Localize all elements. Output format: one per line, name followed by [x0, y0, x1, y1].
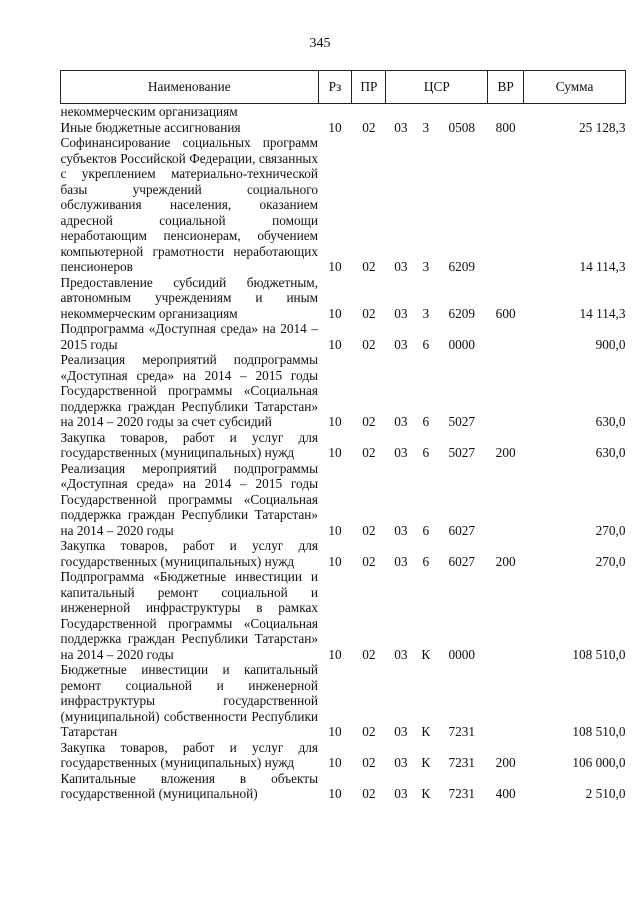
row-csr-program: 03 [394, 553, 408, 569]
row-vr [488, 662, 524, 740]
row-csr-program [386, 104, 416, 120]
row-name: Закупка товаров, работ и услуг для государственных (муниципальных) нужд [60, 739, 319, 770]
row-sum: 900,0 [595, 336, 626, 352]
row-csr-program: 03 [394, 724, 408, 739]
row-vr [488, 461, 524, 539]
row-vr: 600 [495, 305, 516, 321]
row-csr-program: 03 [394, 259, 408, 274]
row-rz: 10 [328, 646, 342, 662]
row-vr: 400 [495, 786, 516, 801]
row-pr: 02 [362, 305, 376, 321]
row-pr: 02 [362, 445, 376, 460]
row-csr-direction [436, 104, 488, 120]
row-vr: 200 [495, 445, 516, 460]
row-csr-program: 03 [394, 336, 408, 352]
table-row [61, 275, 626, 322]
table-row [61, 538, 626, 569]
row-csr-direction: 6027 [448, 522, 476, 538]
row-pr: 02 [362, 755, 376, 770]
row-rz: 10 [328, 786, 342, 801]
row-csr-subprogram: 6 [422, 522, 430, 538]
row-name: некоммерческим организациям [60, 104, 238, 119]
row-name: Иные бюджетные ассигнования [60, 119, 241, 135]
row-rz: 10 [328, 414, 342, 429]
row-pr: 02 [362, 553, 376, 569]
row-vr [488, 104, 524, 120]
row-csr-subprogram: К [421, 724, 431, 739]
row-csr-direction: 6209 [448, 305, 476, 321]
row-sum: 14 114,3 [579, 259, 626, 274]
table-row [61, 461, 626, 539]
row-name: Закупка товаров, работ и услуг для государственных (муниципальных) нужд [60, 538, 319, 569]
budget-table [60, 70, 626, 802]
row-sum: 106 000,0 [572, 755, 626, 770]
table-row [61, 569, 626, 662]
row-csr-direction: 7231 [448, 755, 476, 770]
row-csr-subprogram: 6 [422, 445, 430, 460]
table-row [61, 430, 626, 461]
row-sum: 630,0 [595, 414, 626, 429]
row-csr-subprogram: 6 [422, 553, 430, 569]
row-rz: 10 [328, 119, 342, 135]
row-csr-direction: 6027 [448, 553, 476, 569]
table-row [61, 740, 626, 771]
row-csr-subprogram: 3 [422, 119, 430, 135]
header-rz: Рз [318, 71, 352, 104]
row-csr-subprogram: 6 [422, 336, 430, 352]
row-name: Реализация мероприятий подпрограммы «Доступная среда» на 2014 – 2015 годы Государственной программы «Социальная поддержка граждан Республики Татарстан» на 2014 – 2020 годы за счет субсидий [60, 352, 319, 429]
row-rz: 10 [328, 336, 342, 352]
row-pr: 02 [362, 786, 376, 801]
table-row [61, 321, 626, 352]
row-pr: 02 [362, 414, 376, 429]
table-row [61, 120, 626, 136]
row-csr-direction: 0508 [448, 119, 476, 135]
row-csr-direction: 5027 [448, 414, 476, 429]
row-csr-subprogram [416, 104, 436, 120]
row-vr [488, 569, 524, 662]
row-rz: 10 [328, 553, 342, 569]
row-vr: 800 [495, 119, 516, 135]
row-name: Капитальные вложения в объекты государственной (муниципальной) [60, 770, 319, 801]
row-name: Софинансирование социальных программ субъектов Российской Федерации, связанных с укреплением материально-технической базы учреждений социального обслуживания населения, оказанием адресной социальной помощи неработающим пенсионерам, обучением компьютерной грамотности неработающих пенсионеров [60, 135, 319, 274]
row-name: Закупка товаров, работ и услуг для государственных (муниципальных) нужд [60, 429, 319, 460]
row-csr-direction: 0000 [448, 646, 476, 662]
table-row [61, 104, 626, 120]
row-csr-subprogram: К [421, 646, 431, 662]
header-csr: ЦСР [386, 71, 488, 104]
row-vr [488, 321, 524, 352]
row-rz [318, 104, 352, 120]
row-vr [488, 135, 524, 275]
row-name: Подпрограмма «Доступная среда» на 2014 – 2015 годы [60, 321, 319, 352]
row-name: Бюджетные инвестиции и капитальный ремонт социальной и инженерной инфраструктуры государственной (муниципальной) собственности Республики Татарстан [60, 662, 319, 739]
row-csr-direction: 0000 [448, 336, 476, 352]
row-sum: 270,0 [595, 553, 626, 569]
header-sum: Сумма [524, 71, 626, 104]
row-csr-program: 03 [394, 755, 408, 770]
row-sum: 630,0 [595, 445, 626, 460]
row-vr: 200 [495, 553, 516, 569]
row-sum [524, 104, 626, 120]
row-rz: 10 [328, 522, 342, 538]
row-rz: 10 [328, 445, 342, 460]
row-csr-program: 03 [394, 305, 408, 321]
row-csr-subprogram: 6 [422, 414, 430, 429]
row-csr-direction: 7231 [448, 786, 476, 801]
row-csr-subprogram: К [421, 786, 431, 801]
row-rz: 10 [328, 755, 342, 770]
row-sum: 270,0 [595, 522, 626, 538]
row-name: Предоставление субсидий бюджетным, автономным учреждениям и иным некоммерческим организациям [60, 274, 319, 321]
table-row [61, 662, 626, 740]
row-rz: 10 [328, 259, 342, 274]
header-name: Наименование [61, 71, 319, 104]
row-sum: 2 510,0 [585, 786, 626, 801]
row-vr: 200 [495, 755, 516, 770]
row-pr: 02 [362, 724, 376, 739]
row-vr [488, 352, 524, 430]
row-csr-direction: 7231 [448, 724, 476, 739]
row-rz: 10 [328, 305, 342, 321]
row-pr: 02 [362, 522, 376, 538]
header-vr: ВР [488, 71, 524, 104]
row-csr-program: 03 [394, 119, 408, 135]
page-number: 345 [309, 36, 331, 51]
row-pr [352, 104, 386, 120]
table-header-row [61, 71, 626, 104]
row-csr-program: 03 [394, 522, 408, 538]
row-sum: 108 510,0 [572, 724, 626, 739]
table-row [61, 352, 626, 430]
row-pr: 02 [362, 336, 376, 352]
row-csr-program: 03 [394, 445, 408, 460]
row-csr-subprogram: К [421, 755, 431, 770]
row-sum: 14 114,3 [579, 305, 626, 321]
row-csr-subprogram: 3 [422, 259, 430, 274]
row-name: Реализация мероприятий подпрограммы «Доступная среда» на 2014 – 2015 годы Государственной программы «Социальная поддержка граждан Республики Татарстан» на 2014 – 2020 годы [60, 460, 319, 538]
row-name: Подпрограмма «Бюджетные инвестиции и капитальный ремонт социальной и инженерной инфраструктуры в рамках Государственной программы «Социальная поддержка граждан Республики Татарстан» на 2014 – 2020 годы [60, 569, 319, 662]
row-pr: 02 [362, 646, 376, 662]
row-csr-program: 03 [394, 646, 408, 662]
row-csr-subprogram: 3 [422, 305, 430, 321]
row-csr-program: 03 [394, 414, 408, 429]
row-csr-direction: 5027 [448, 445, 476, 460]
row-pr: 02 [362, 259, 376, 274]
table-row [61, 135, 626, 275]
row-csr-direction: 6209 [448, 259, 476, 274]
table-row [61, 771, 626, 802]
row-sum: 25 128,3 [578, 119, 626, 135]
header-pr: ПР [352, 71, 386, 104]
row-sum: 108 510,0 [572, 646, 626, 662]
row-csr-program: 03 [394, 786, 408, 801]
row-pr: 02 [362, 119, 376, 135]
row-rz: 10 [328, 724, 342, 739]
